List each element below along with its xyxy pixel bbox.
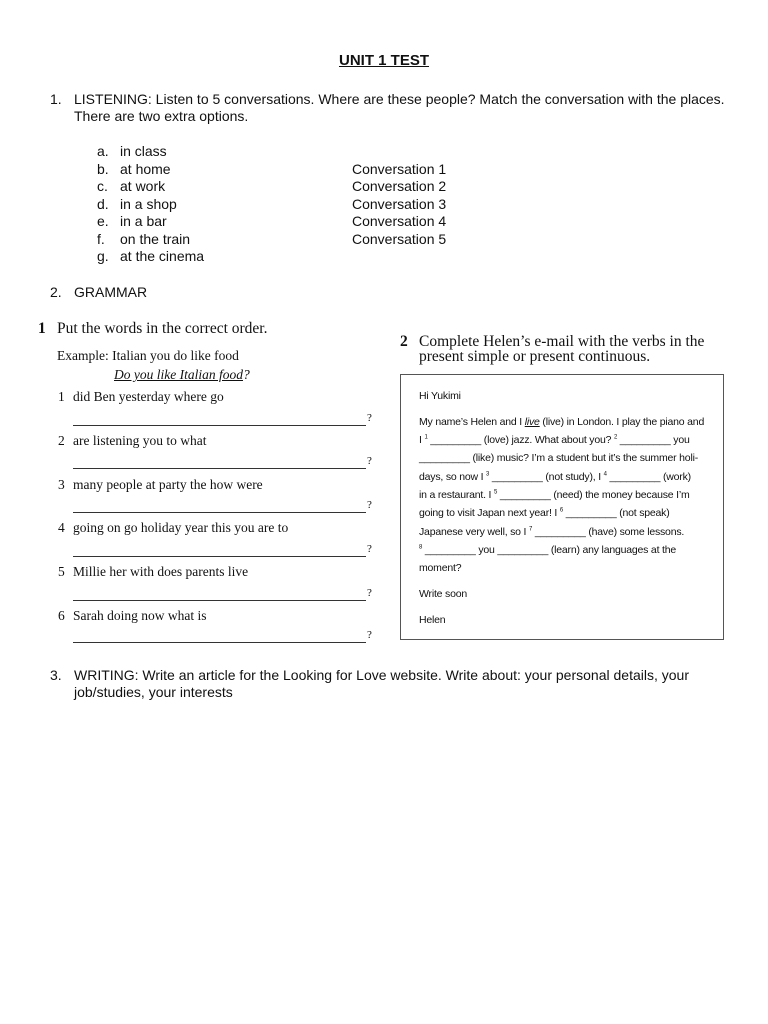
item-2-answer-line[interactable] (73, 468, 366, 469)
item-6-qmark: ? (367, 629, 372, 641)
conversation-5: Conversation 5 (352, 231, 447, 247)
item-3-number: 3 (58, 477, 65, 492)
option-letter-a: a. (97, 143, 109, 159)
item-2-words: are listening you to what (73, 433, 207, 448)
email-line-5: in a restaurant. I $^5$ _________ (need) the money because I’m (419, 489, 690, 501)
option-text-d: in a shop (120, 196, 177, 212)
email-greeting: Hi Yukimi (419, 390, 461, 402)
exercise-1-number: 1 (38, 320, 46, 337)
example-answer-live: live (524, 416, 540, 428)
item-2-qmark: ? (367, 455, 372, 467)
section-1-number: 1. (50, 91, 62, 107)
conversation-2: Conversation 2 (352, 178, 447, 194)
section-2-heading: GRAMMAR (74, 284, 148, 300)
conversation-4: Conversation 4 (352, 213, 447, 229)
option-letter-d: d. (97, 196, 109, 212)
item-5-qmark: ? (367, 587, 372, 599)
email-signature: Helen (419, 614, 446, 626)
exercise-1-heading: Put the words in the correct order. (57, 320, 268, 337)
item-1-number: 1 (58, 389, 65, 404)
email-line-1: My name’s Helen and I live (live) in London. I play the piano and (419, 416, 705, 428)
option-text-g: at the cinema (120, 248, 205, 264)
item-5-number: 5 (58, 564, 65, 579)
option-letter-c: c. (97, 178, 108, 194)
item-3-qmark: ? (367, 499, 372, 511)
item-5-words: Millie her with does parents live (73, 564, 249, 579)
item-1-words: did Ben yesterday where go (73, 389, 224, 404)
item-4-qmark: ? (367, 543, 372, 555)
section-3-number: 3. (50, 667, 62, 683)
item-3-words: many people at party the how were (73, 477, 263, 492)
example-answer-qmark: ? (242, 367, 250, 382)
email-line-7: Japanese very well, so I $^7$ _________ (have) some lessons. (419, 526, 685, 538)
item-1-answer-line[interactable] (73, 425, 366, 426)
option-text-a: in class (120, 143, 167, 159)
option-text-b: at home (120, 161, 171, 177)
conversation-3: Conversation 3 (352, 196, 447, 212)
option-letter-e: e. (97, 213, 109, 229)
item-4-words: going on go holiday year this you are to (73, 520, 289, 535)
conversation-1: Conversation 1 (352, 161, 447, 177)
section-1-instructions: LISTENING: Listen to 5 conversations. Where are these people? Match the conversation with the places. There are two extra options. (74, 91, 725, 124)
item-5-answer-line[interactable] (73, 600, 366, 601)
item-6-answer-line[interactable] (73, 642, 366, 643)
exercise-2-heading-line1: Complete Helen’s e-mail with the verbs in the (419, 333, 705, 350)
option-letter-g: g. (97, 248, 109, 264)
option-letter-f: f. (97, 231, 105, 247)
exercise-2-heading-line2: present simple or present continuous. (419, 348, 651, 365)
email-line-2: I $^1$ _________ (love) jazz. What about you? $^2$ _________ you (419, 434, 690, 446)
exercise-2-number: 2 (400, 333, 408, 350)
item-3-answer-line[interactable] (73, 512, 366, 513)
section-3-instructions: WRITING: Write an article for the Looking for Love website. Write about: your personal details, your job/studies, your interests (74, 667, 689, 700)
item-4-number: 4 (58, 520, 65, 535)
item-2-number: 2 (58, 433, 65, 448)
email-line-9: moment? (419, 562, 462, 574)
option-text-e: in a bar (120, 213, 167, 229)
item-6-words: Sarah doing now what is (73, 608, 207, 623)
email-line-6: going to visit Japan next year! I $^6$ _________ (not speak) (419, 507, 670, 519)
example-answer-text: Do you like Italian food (114, 367, 243, 382)
email-line-8: $^8$ _________ you _________ (learn) any languages at the (419, 544, 677, 556)
email-signoff: Write soon (419, 588, 467, 600)
item-6-number: 6 (58, 608, 65, 623)
page-title: UNIT 1 TEST (338, 52, 429, 69)
item-1-qmark: ? (367, 412, 372, 424)
option-text-c: at work (120, 178, 166, 194)
option-text-f: on the train (120, 231, 191, 247)
section-2-number: 2. (50, 284, 62, 300)
exercise-1-example-answer (114, 367, 250, 383)
exercise-1-example: Example: Italian you do like food (57, 348, 239, 363)
email-box (400, 374, 724, 640)
option-letter-b: b. (97, 161, 109, 177)
email-line-4: days, so now I $^3$ _________ (not study), I $^4$ _________ (work) (419, 471, 691, 483)
email-line-3: _________ (like) music? I’m a student but it’s the summer holi- (419, 452, 699, 464)
item-4-answer-line[interactable] (73, 556, 366, 557)
